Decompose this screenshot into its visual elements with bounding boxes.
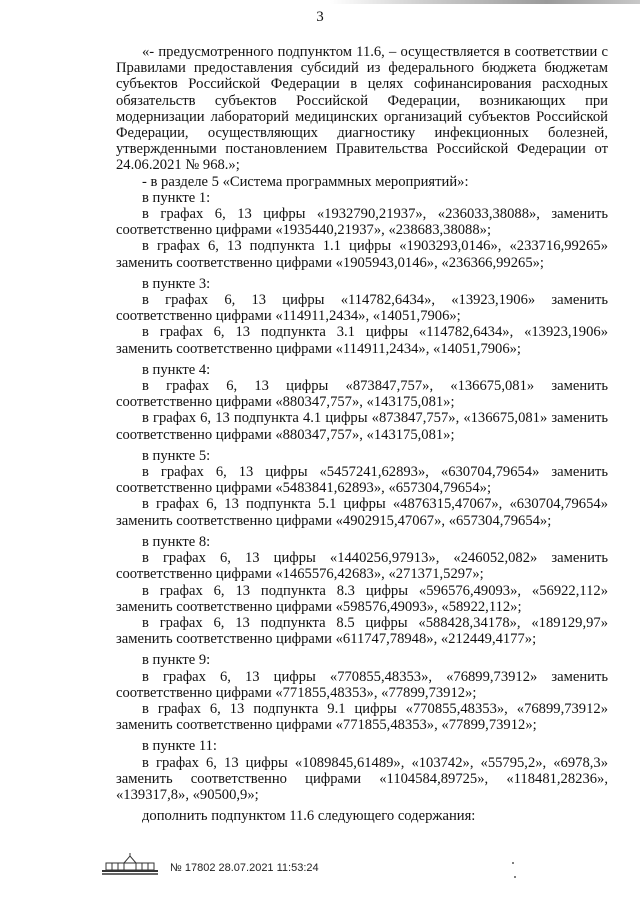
paragraph: в графах 6, 13 подпункта 4.1 цифры «873847,757», «136675,081» заменить соответственно цифрами «880347,757», «143175,081»; <box>116 410 608 443</box>
paragraph: в графах 6, 13 подпункта 8.5 цифры «588428,34178», «189129,97» заменить соответственно цифрами «611747,78948», «212449,4177»; <box>116 614 608 648</box>
paragraph: в графах 6, 13 цифры «1440256,97913», «246052,082» заменить соответственно цифрами «1465576,42683», «271371,5297»; <box>116 550 608 583</box>
paragraph: в графах 6, 13 цифры «1932790,21937», «236033,38088», заменить соответственно цифрами «1935440,21937», «238683,38088»; <box>116 206 608 239</box>
government-building-icon <box>100 852 160 876</box>
paragraph-item-9: в пункте 9: <box>142 652 211 669</box>
paragraph-item-4: в пункте 4: <box>142 361 211 378</box>
paragraph-intro: «- предусмотренного подпунктом 11.6, – осуществляется в соответствии с Правилами предоставления субсидий из федерального бюджета бюджетам субъектов Российской Федерации в целях софинансирования расходных обязательств субъектов Российской Федерации, возникающих при модернизации лабораторий медицинских организаций субъектов Российской Федерации, осуществляющих диагностику инфекционных болезней, утвержденными постановлением Правительства Российской Федерации от 24.06.2021 № 968.»; <box>116 44 608 174</box>
scan-speck <box>512 862 514 864</box>
paragraph-item-8: в пункте 8: <box>142 533 211 550</box>
paragraph: в графах 6, 13 цифры «770855,48353», «76899,73912» заменить соответственно цифрами «771855,48353», «77899,73912»; <box>116 668 608 701</box>
paragraph: в графах 6, 13 цифры «5457241,62893», «630704,79654» заменить соответственно цифрами «5483841,62893», «657304,79654»; <box>116 464 608 497</box>
paragraph: в графах 6, 13 цифры «114782,6434», «13923,1906» заменить соответственно цифрами «114911,2434», «14051,7906»; <box>116 292 608 325</box>
paragraph: в графах 6, 13 подпункта 3.1 цифры «114782,6434», «13923,1906» заменить соответственно цифрами «114911,2434», «14051,7906»; <box>116 324 608 357</box>
paragraph: в графах 6, 13 подпункта 8.3 цифры «596576,49093», «56922,112» заменить соответственно цифрами «598576,49093», «58922,112»; <box>116 582 608 615</box>
scan-speck <box>514 876 516 878</box>
paragraph-item-11: в пункте 11: <box>142 738 217 755</box>
document-body <box>116 44 608 824</box>
scan-edge-streak <box>330 0 640 4</box>
paragraph-item-3: в пункте 3: <box>142 275 211 292</box>
paragraph-item-5: в пункте 5: <box>142 447 211 464</box>
paragraph-closing: дополнить подпунктом 11.6 следующего содержания: <box>142 808 476 825</box>
registration-number: № 17802 28.07.2021 11:53:24 <box>170 862 319 874</box>
paragraph: в графах 6, 13 цифры «1089845,61489», «103742», «55795,2», «6978,3» заменить соответственно цифрами «1104584,89725», «118481,28236», «139317,8», «90500,9»; <box>116 754 608 803</box>
paragraph: в графах 6, 13 подпункта 9.1 цифры «770855,48353», «76899,73912» заменить соответственно цифрами «771855,48353», «77899,73912»; <box>116 700 608 734</box>
page-number: 3 <box>316 9 324 25</box>
registration-stamp <box>100 852 400 882</box>
paragraph-item-1: в пункте 1: <box>142 189 211 206</box>
paragraph: в графах 6, 13 подпункта 5.1 цифры «4876315,47067», «630704,79654» заменить соответственно цифрами «4902915,47067», «657304,79654»; <box>116 496 608 529</box>
paragraph: в графах 6, 13 цифры «873847,757», «136675,081» заменить соответственно цифрами «880347,757», «143175,081»; <box>116 378 608 411</box>
paragraph-section-5: - в разделе 5 «Система программных мероприятий»: <box>142 173 469 190</box>
paragraph: в графах 6, 13 подпункта 1.1 цифры «1903293,0146», «233716,99265» заменить соответственно цифрами «1905943,0146», «236366,99265»; <box>116 238 608 271</box>
